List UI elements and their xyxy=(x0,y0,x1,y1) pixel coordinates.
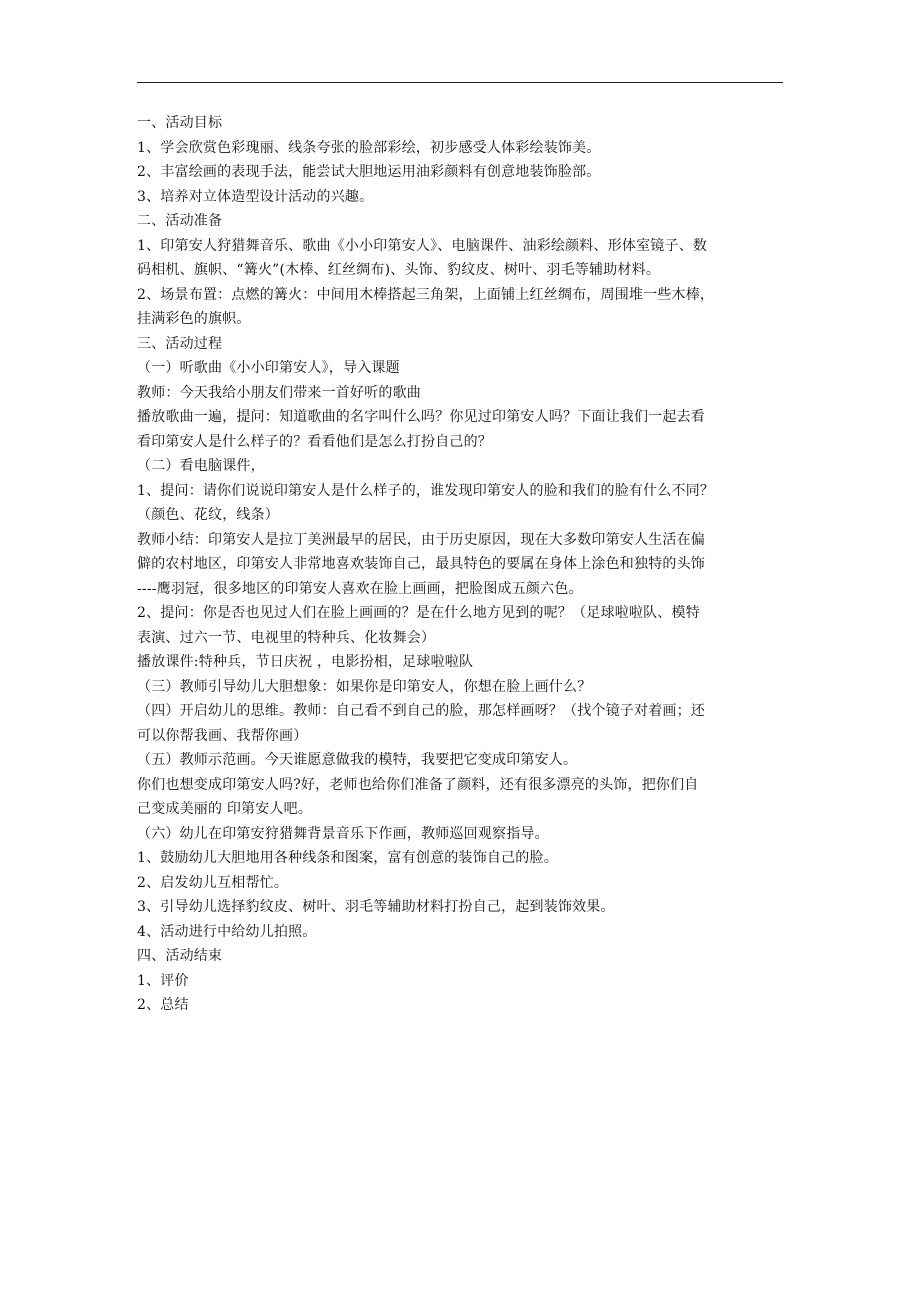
text-line: 1、学会欣赏色彩瑰丽、线条夸张的脸部彩绘，初步感受人体彩绘装饰美。 xyxy=(137,139,601,156)
text-line: 教师：今天我给小朋友们带来一首好听的歌曲 xyxy=(137,384,421,401)
section-heading-preparation: 二、活动准备 xyxy=(137,213,223,229)
text-line: 表演、过六一节、电视里的特种兵、化妆舞会） xyxy=(137,629,436,646)
text-line: 3、培养对立体造型设计活动的兴趣。 xyxy=(137,188,374,205)
text-line: （颜色、花纹，线条） xyxy=(137,507,279,523)
text-line: 播放歌曲一遍，提问：知道歌曲的名字叫什么吗？你见过印第安人吗？下面让我们一起去看 xyxy=(137,409,705,425)
text-line: 看印第安人是什么样子的？看看他们是怎么打扮自己的？ xyxy=(137,433,492,450)
document-body xyxy=(137,111,797,1018)
text-line: ----鹰羽冠，很多地区的印第安人喜欢在脸上画画，把脸图成五颜六色。 xyxy=(137,580,583,597)
text-line: 僻的农村地区，印第安人非常地喜欢装饰自己，最具特色的要属在身体上涂色和独特的头饰 xyxy=(137,556,705,572)
text-line: 4、活动进行中给幼儿拍照。 xyxy=(137,923,317,940)
text-line: 1、提问：请你们说说印第安人是什么样子的，谁发现印第安人的脸和我们的脸有什么不同？ xyxy=(137,482,715,499)
subsection-heading: （二）看电脑课件， xyxy=(137,458,265,474)
text-line: 2、总结 xyxy=(137,997,189,1013)
subsection-heading: （一）听歌曲《小小印第安人》，导入课题 xyxy=(137,360,400,376)
text-line: 1、印第安人狩猎舞音乐、歌曲《小小印第安人》、电脑课件、油彩绘颜料、形体室镜子、数 xyxy=(137,237,708,254)
header-rule xyxy=(137,82,783,83)
text-line: 教师小结：印第安人是拉丁美洲最早的居民，由于历史原因，现在大多数印第安人生活在偏 xyxy=(137,531,705,548)
section-heading-goals: 一、活动目标 xyxy=(137,115,223,131)
text-line: 3、引导幼儿选择豹纹皮、树叶、羽毛等辅助材料打扮自己，起到装饰效果。 xyxy=(137,899,615,915)
subsection-heading: （三）教师引导幼儿大胆想象：如果你是印第安人，你想在脸上画什么？ xyxy=(137,678,592,695)
text-line: 2、场景布置：点燃的篝火：中间用木棒搭起三角架，上面铺上红丝绸布，周围堆一些木棒， xyxy=(137,286,715,303)
text-line: 你们也想变成印第安人吗?好，老师也给你们准备了颜料，还有很多漂亮的头饰，把你们自 xyxy=(137,776,699,793)
text-line: 2、提问：你是否也见过人们在脸上画画的？是在什么地方见到的呢？（足球啦啦队、模特 xyxy=(137,605,700,621)
text-line: 2、启发幼儿互相帮忙。 xyxy=(137,874,289,891)
text-line: 可以你帮我画、我帮你画） xyxy=(137,727,308,744)
subsection-heading: （六）幼儿在印第安狩猎舞背景音乐下作画，教师巡回观察指导。 xyxy=(137,825,549,842)
text-line: 1、鼓励幼儿大胆地用各种线条和图案，富有创意的装饰自己的脸。 xyxy=(137,850,558,866)
text-line: 己变成美丽的 印第安人吧。 xyxy=(137,801,313,817)
subsection-heading: （四）开启幼儿的思维。教师：自己看不到自己的脸，那怎样画呀？（找个镜子对着画；还 xyxy=(137,703,705,719)
text-line: 挂满彩色的旗帜。 xyxy=(137,311,251,327)
section-heading-process: 三、活动过程 xyxy=(137,335,223,352)
subsection-heading: （五）教师示范画。今天谁愿意做我的模特，我要把它变成印第安人。 xyxy=(137,752,578,768)
text-line: 1、评价 xyxy=(137,972,189,989)
text-line: 播放课件:特种兵，节日庆祝 ，电影扮相，足球啦啦队 xyxy=(137,654,474,670)
text-line: 2、丰富绘画的表现手法，能尝试大胆地运用油彩颜料有创意地装饰脸部。 xyxy=(137,164,601,180)
text-line: 码相机、旗帜、“篝火”(木棒、红丝绸布)、头饰、豹纹皮、树叶、羽毛等辅助材料。 xyxy=(137,262,661,278)
section-heading-ending: 四、活动结束 xyxy=(137,948,223,964)
